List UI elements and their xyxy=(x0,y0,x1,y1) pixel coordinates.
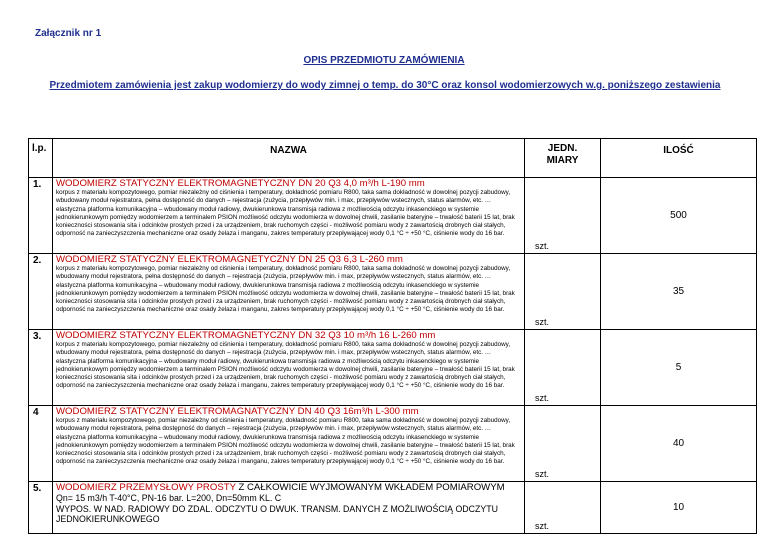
order-table xyxy=(28,138,757,534)
intro-text: Przedmiotem zamówienia jest zakup wodomierzy do wody zimnej o temp. do 30°C oraz konsol wodomierzowych w.g. poniższego zestawienia xyxy=(49,80,721,91)
row-number: 1. xyxy=(29,178,53,254)
header-name: NAZWA xyxy=(53,139,525,178)
item-title: WODOMIERZ STATYCZNY ELEKTROMAGNATYCZNY DN 40 Q3 16m³/h L-300 mm xyxy=(56,406,419,417)
item-equipment: WYPOS. W NAD. RADIOWY DO ZDAL. ODCZYTU O DWUK. TRANSM. DANYCH Z MOŻLIWOŚCIĄ ODCZYTU JEDNOKIERUNKOWEGO xyxy=(56,503,498,525)
table-header-row xyxy=(29,139,757,178)
row-description xyxy=(53,482,525,534)
header-unit xyxy=(525,139,601,178)
item-spec: Qn= 15 m3/h T-40°C, PN-16 bar. L=200, Dn=50mm KL. C xyxy=(56,493,282,503)
item-title: WODOMIERZ STATYCZNY ELEKTROMAGNETYCZNY DN 20 Q3 4,0 m³/h L-190 mm xyxy=(56,178,425,189)
row-qty: 5 xyxy=(601,330,757,406)
item-title xyxy=(56,482,521,493)
table-row xyxy=(29,178,757,254)
item-body: korpus z materiału kompozytowego, pomiar niezależny od ciśnienia i temperatury, dokładność pomiaru R800, taka sama dokładność w dowolnej pozycji zabudowy, wbudowany moduł rejestratora, pełna dostępność do danych – rejestracja (zużycia, przepływów min. i max, przepływów wstecznych, status alarmów, etc. … elastyczna platforma komunikacyjna – wbudowany moduł radiowy, dwukierunkowa transmisja radiowa z możliwością odczytu inkasenckiego w systemie jednokierunkowym pomiędzy wodomierzem a terminalem PSION możliwość odczytu wodomierza w dowolnej chwili, zasilanie bateryjne – trwałość baterii 15 lat, brak konieczności stosowania sita i odcinków prostych przed i za urządzeniem, brak ruchomych części - możliwość pomiaru wody z zawartością drobnych ciał stałych, odporność na zanieczyszczenia mechaniczne oraz osady żelaza i manganu, zakres temperatury przepływającej wody 0,1 °C ÷ +50 °C, ciśnienie wody do 16 bar. xyxy=(56,265,515,314)
row-description xyxy=(53,330,525,406)
table-row xyxy=(29,482,757,534)
row-unit: szt. xyxy=(525,254,601,330)
item-title: WODOMIERZ STATYCZNY ELEKTROMAGNETYCZNY DN 32 Q3 10 m³/h 16 L-260 mm xyxy=(56,330,436,341)
row-number: 2. xyxy=(29,254,53,330)
item-title-rest: Z CAŁKOWICIE WYJMOWANYM WKŁADEM POMIAROWYM xyxy=(235,482,505,493)
row-number: 5. xyxy=(29,482,53,534)
row-unit: szt. xyxy=(525,406,601,482)
row-qty: 35 xyxy=(601,254,757,330)
row-qty: 40 xyxy=(601,406,757,482)
row-description xyxy=(53,178,525,254)
header-unit-line2: MIARY xyxy=(546,155,579,166)
item-body: korpus z materiału kompozytowego, pomiar niezależny od ciśnienia i temperatury, dokładność pomiaru R800, taka sama dokładność w dowolnej pozycji zabudowy, wbudowany moduł rejestratora, pełna dostępność do danych – rejestracja (zużycia, przepływów min. i max, przepływów wstecznych, status alarmów, etc. … elastyczna platforma komunikacyjna – wbudowany moduł radiowy, dwukierunkowa transmisja radiowa z możliwością odczytu inkasenckiego w systemie jednokierunkowym pomiędzy wodomierzem a terminalem PSION możliwość odczytu wodomierza w dowolnej chwili, zasilanie bateryjne – trwałość baterii 15 lat, brak konieczności stosowania sita i odcinków prostych przed i za urządzeniem, brak ruchomych części - możliwość pomiaru wody z zawartością drobnych ciał stałych, odporność na zanieczyszczenia mechaniczne oraz osady żelaza i manganu, zakres temperatury przepływającej wody 0,1 °C ÷ +50 °C, ciśnienie wody do 16 bar. xyxy=(56,341,515,390)
document-title: OPIS PRZEDMIOTU ZAMÓWIENIA xyxy=(303,55,465,66)
header-unit-line1: JEDN. xyxy=(547,143,578,154)
annex-label: Załącznik nr 1 xyxy=(35,28,102,39)
item-body: korpus z materiału kompozytowego, pomiar niezależny od ciśnienia i temperatury, dokładność pomiaru R800, taka sama dokładność w dowolnej pozycji zabudowy, wbudowany moduł rejestratora, pełna dostępność do danych – rejestracja (zużycia, przepływów min. i max, przepływów wstecznych, status alarmów, etc. … elastyczna platforma komunikacyjna – wbudowany moduł radiowy, dwukierunkowa transmisja radiowa z możliwością odczytu inkasenckiego w systemie jednokierunkowym pomiędzy wodomierzem a terminalem PSION możliwość odczytu wodomierza w dowolnej chwili, zasilanie bateryjne – trwałość baterii 15 lat, brak konieczności stosowania sita i odcinków prostych przed i za urządzeniem, brak ruchomych części - możliwość pomiaru wody z zawartością drobnych ciał stałych, odporność na zanieczyszczenia mechaniczne oraz osady żelaza i manganu, zakres temperatury przepływającej wody 0,1 °C ÷ +50 °C, ciśnienie wody do 16 bar. xyxy=(56,417,515,466)
row-unit: szt. xyxy=(525,482,601,534)
row-number: 4 xyxy=(29,406,53,482)
item-title: WODOMIERZ STATYCZNY ELEKTROMAGNETYCZNY DN 25 Q3 6,3 L-260 mm xyxy=(56,254,403,265)
header-lp: l.p. xyxy=(29,139,53,178)
row-unit: szt. xyxy=(525,330,601,406)
row-qty: 500 xyxy=(601,178,757,254)
item-body: korpus z materiału kompozytowego, pomiar niezależny od ciśnienia i temperatury, dokładność pomiaru R800, taka sama dokładność w dowolnej pozycji zabudowy, wbudowany moduł rejestratora, pełna dostępność do danych – rejestracja (zużycia, przepływów min. i max, przepływów wstecznych, status alarmów, etc. … elastyczna platforma komunikacyjna – wbudowany moduł radiowy, dwukierunkowa transmisja radiowa z możliwością odczytu inkasenckiego w systemie jednokierunkowym pomiędzy wodomierzem a terminalem PSION możliwość odczytu wodomierza w dowolnej chwili, zasilanie bateryjne – trwałość baterii 15 lat, brak konieczności stosowania sita i odcinków prostych przed i za urządzeniem, brak ruchomych części - możliwość pomiaru wody z zawartością drobnych ciał stałych, odporność na zanieczyszczenia mechaniczne oraz osady żelaza i manganu, zakres temperatury przepływającej wody 0,1 °C ÷ +50 °C, ciśnienie wody do 16 bar. xyxy=(56,189,515,238)
row-qty: 10 xyxy=(601,482,757,534)
row-number: 3. xyxy=(29,330,53,406)
item-title-red: WODOMIERZ PRZEMYSŁOWY PROSTY xyxy=(56,482,236,493)
table-row xyxy=(29,330,757,406)
header-qty: ILOŚĆ xyxy=(601,139,757,178)
row-description xyxy=(53,254,525,330)
table-row xyxy=(29,406,757,482)
table-row xyxy=(29,254,757,330)
row-unit: szt. xyxy=(525,178,601,254)
row-description xyxy=(53,406,525,482)
